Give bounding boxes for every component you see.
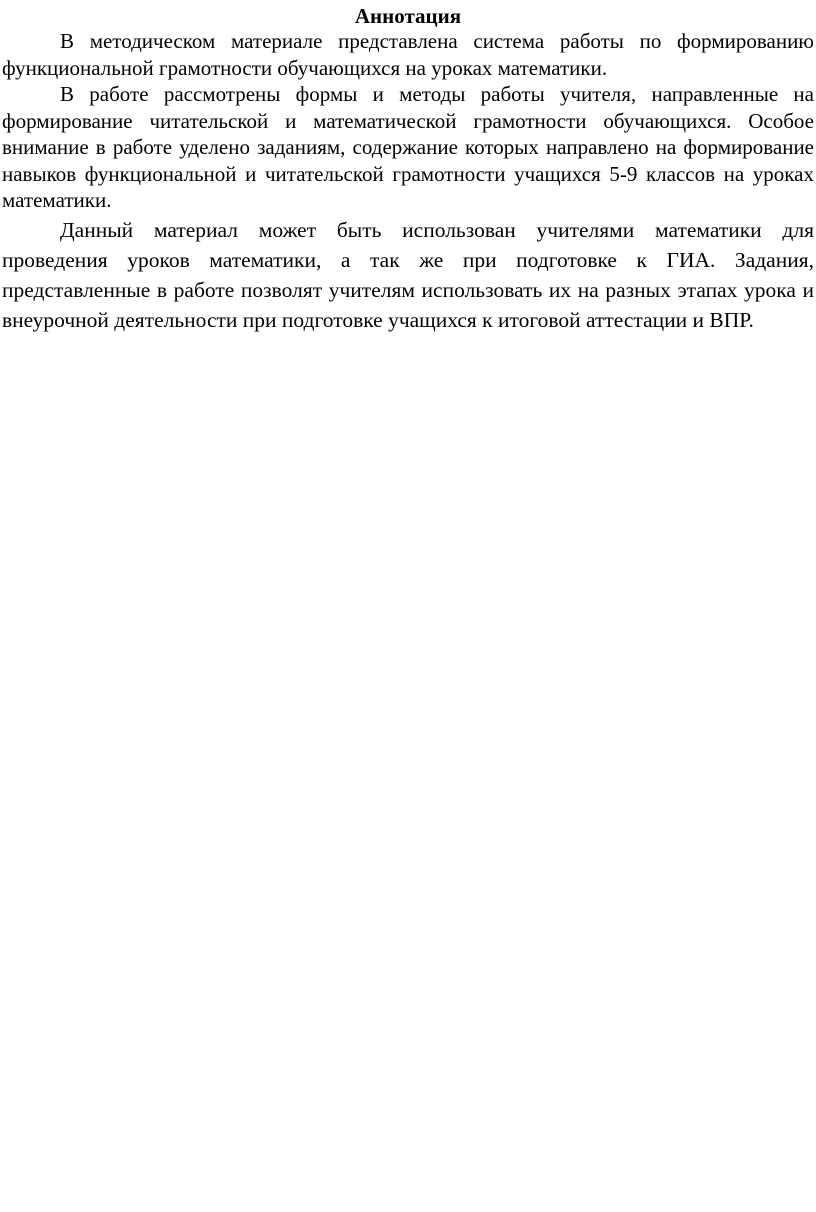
paragraph-methods: В работе рассмотрены формы и методы работы учителя, направленные на формирование читательской и математической грамотности обучающихся. Особое внимание в работе уделено заданиям, содержание которых направлено на формирование навыков функциональной и читательской грамотности учащихся 5-9 классов на уроках математики. <box>2 82 814 212</box>
paragraph-intro: В методическом материале представлена система работы по формированию функциональной грамотности обучающихся на уроках математики. <box>2 29 814 80</box>
document-title: Аннотация <box>354 4 462 28</box>
paragraph-usage: Данный материал может быть использован учителями математики для проведения уроков математики, а так же при подготовке к ГИА. Задания, представленные в работе позволят учителям использовать их на разных этапах урока и внеурочной деятельности при подготовке учащихся к итоговой аттестации и ВПР. <box>2 217 814 332</box>
